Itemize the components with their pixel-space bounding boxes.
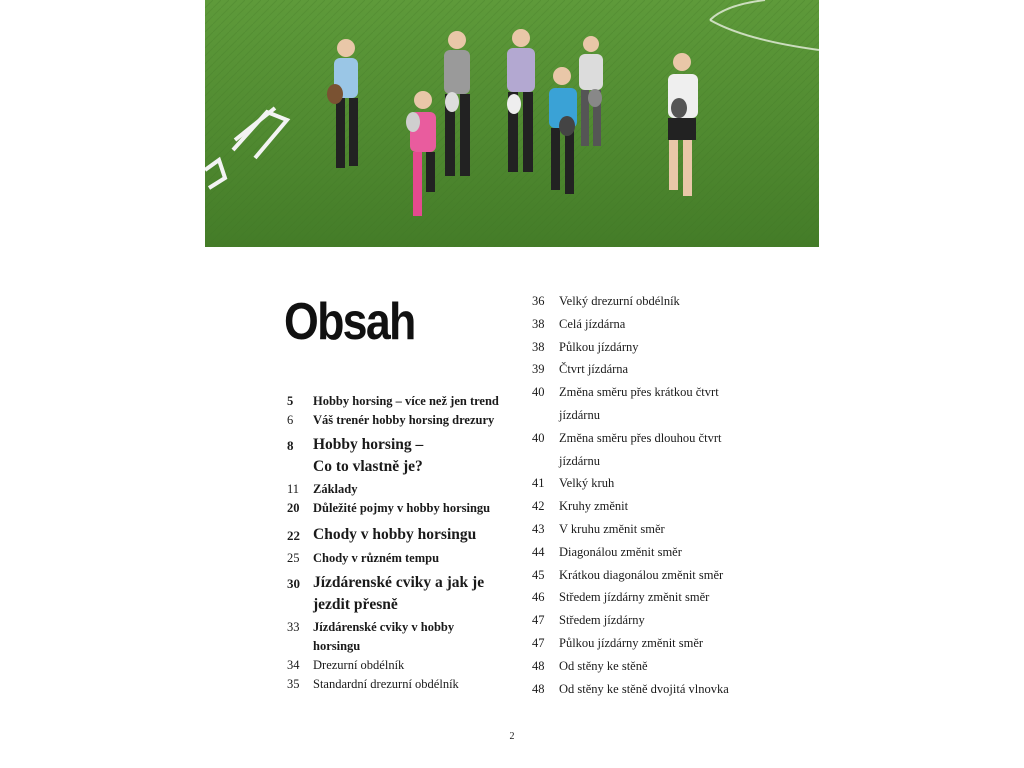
toc-page-number: 44 [532, 544, 545, 559]
toc-page-number: 5 [287, 394, 294, 408]
toc-entry[interactable] [532, 518, 782, 541]
toc-entry-label: Chody v různém tempu [313, 551, 440, 565]
toc-entry-label: Změna směru přes krátkou čtvrt jízdárnu [559, 385, 719, 422]
toc-entry-label: Drezurní obdélník [313, 658, 405, 672]
toc-page-number: 30 [287, 576, 300, 591]
toc-entry[interactable] [532, 427, 782, 473]
page-number: 2 [509, 731, 515, 742]
toc-entry[interactable] [532, 541, 782, 564]
toc-entry-label: Standardní drezurní obdélník [313, 677, 459, 691]
page-title: Obsah [284, 293, 415, 351]
toc-page-number: 47 [532, 613, 545, 628]
toc-page-number: 38 [532, 316, 545, 331]
toc-entry-label: Od stěny ke stěně [559, 658, 648, 673]
toc-entry[interactable] [532, 678, 782, 701]
toc-page-number: 41 [532, 476, 545, 491]
toc-entry-label: Jízdárenské cviky v hobby horsingu [313, 620, 455, 653]
toc-entry-label: Od stěny ke stěně dvojitá vlnovka [559, 681, 729, 696]
toc-entry[interactable] [532, 290, 782, 313]
toc-page-number: 33 [287, 620, 300, 634]
toc-page-number: 45 [532, 567, 545, 582]
toc-page-number: 47 [532, 635, 545, 650]
toc-page-number: 48 [532, 658, 545, 673]
toc-page-number: 11 [287, 482, 300, 496]
toc-entry[interactable] [287, 656, 517, 675]
toc-page-number: 36 [532, 294, 545, 308]
toc-entry[interactable] [287, 392, 517, 411]
toc-entry[interactable] [532, 632, 782, 655]
toc-entry[interactable] [532, 336, 782, 359]
toc-entry-label: Krátkou diagonálou změnit směr [559, 567, 724, 582]
toc-page-number: 39 [532, 362, 545, 377]
toc-left-column [287, 392, 517, 694]
toc-page-number: 8 [287, 438, 294, 453]
toc-entry-label: Půlkou jízdárny [559, 339, 639, 354]
toc-entry-label: Kruhy změnit [559, 499, 629, 514]
toc-entry[interactable] [287, 480, 517, 499]
toc-entry[interactable] [532, 472, 782, 495]
toc-entry[interactable] [532, 358, 782, 381]
toc-entry[interactable] [287, 675, 517, 694]
toc-entry-label: Jízdárenské cviky a jak je jezdit přesně [313, 574, 485, 613]
toc-entry[interactable] [287, 549, 517, 568]
toc-page-number: 46 [532, 590, 545, 605]
toc-page-number: 40 [532, 430, 545, 445]
toc-entry-label: Základy [313, 482, 358, 496]
toc-entry-label: Čtvrt jízdárna [559, 362, 629, 377]
toc-page-number: 38 [532, 339, 545, 354]
toc-page-number: 20 [287, 501, 300, 515]
toc-entry[interactable] [532, 313, 782, 336]
toc-entry[interactable] [532, 609, 782, 632]
toc-page-number: 34 [287, 658, 300, 672]
toc-page-number: 35 [287, 677, 300, 691]
toc-entry[interactable] [532, 564, 782, 587]
toc-entry-label: Celá jízdárna [559, 316, 626, 331]
toc-page-number: 40 [532, 385, 545, 400]
toc-entry-label: Středem jízdárny změnit směr [559, 590, 710, 605]
toc-entry-label: V kruhu změnit směr [559, 521, 665, 536]
toc-chapter-entry[interactable] [287, 572, 517, 616]
toc-page-number: 22 [287, 528, 300, 543]
toc-entry-label: Diagonálou změnit směr [559, 544, 682, 559]
toc-entry-label: Váš trenér hobby horsing drezury [313, 413, 495, 427]
toc-entry[interactable] [287, 499, 517, 518]
toc-page-number: 42 [532, 499, 545, 514]
toc-page-number: 48 [532, 681, 545, 696]
toc-chapter-entry[interactable] [287, 434, 517, 478]
toc-entry[interactable] [287, 411, 517, 430]
toc-entry-label: Chody v hobby horsingu [313, 526, 477, 543]
toc-entry[interactable] [532, 586, 782, 609]
toc-entry-label: Půlkou jízdárny změnit směr [559, 635, 704, 650]
toc-entry[interactable] [287, 618, 517, 656]
toc-chapter-entry[interactable] [287, 524, 517, 547]
toc-entry-label: Změna směru přes dlouhou čtvrt jízdárnu [559, 430, 722, 468]
photo-girls-running-with-hobby-horses-icon [205, 0, 819, 247]
toc-entry[interactable] [532, 495, 782, 518]
toc-page-number: 25 [287, 551, 300, 565]
toc-entry[interactable] [532, 381, 782, 427]
toc-entry-label: Hobby horsing – více než jen trend [313, 394, 499, 408]
cover-photo [205, 0, 819, 247]
toc-entry-label: Hobby horsing – Co to vlastně je? [313, 436, 424, 475]
toc-entry-label: Důležité pojmy v hobby horsingu [313, 501, 491, 515]
toc-entry-label: Středem jízdárny [559, 613, 645, 628]
toc-entry-label: Velký drezurní obdélník [559, 294, 680, 308]
toc-entry-label: Velký kruh [559, 476, 615, 491]
toc-page-number: 43 [532, 521, 545, 536]
toc-page-number: 6 [287, 413, 294, 427]
toc-right-column [532, 290, 782, 700]
toc-entry[interactable] [532, 655, 782, 678]
